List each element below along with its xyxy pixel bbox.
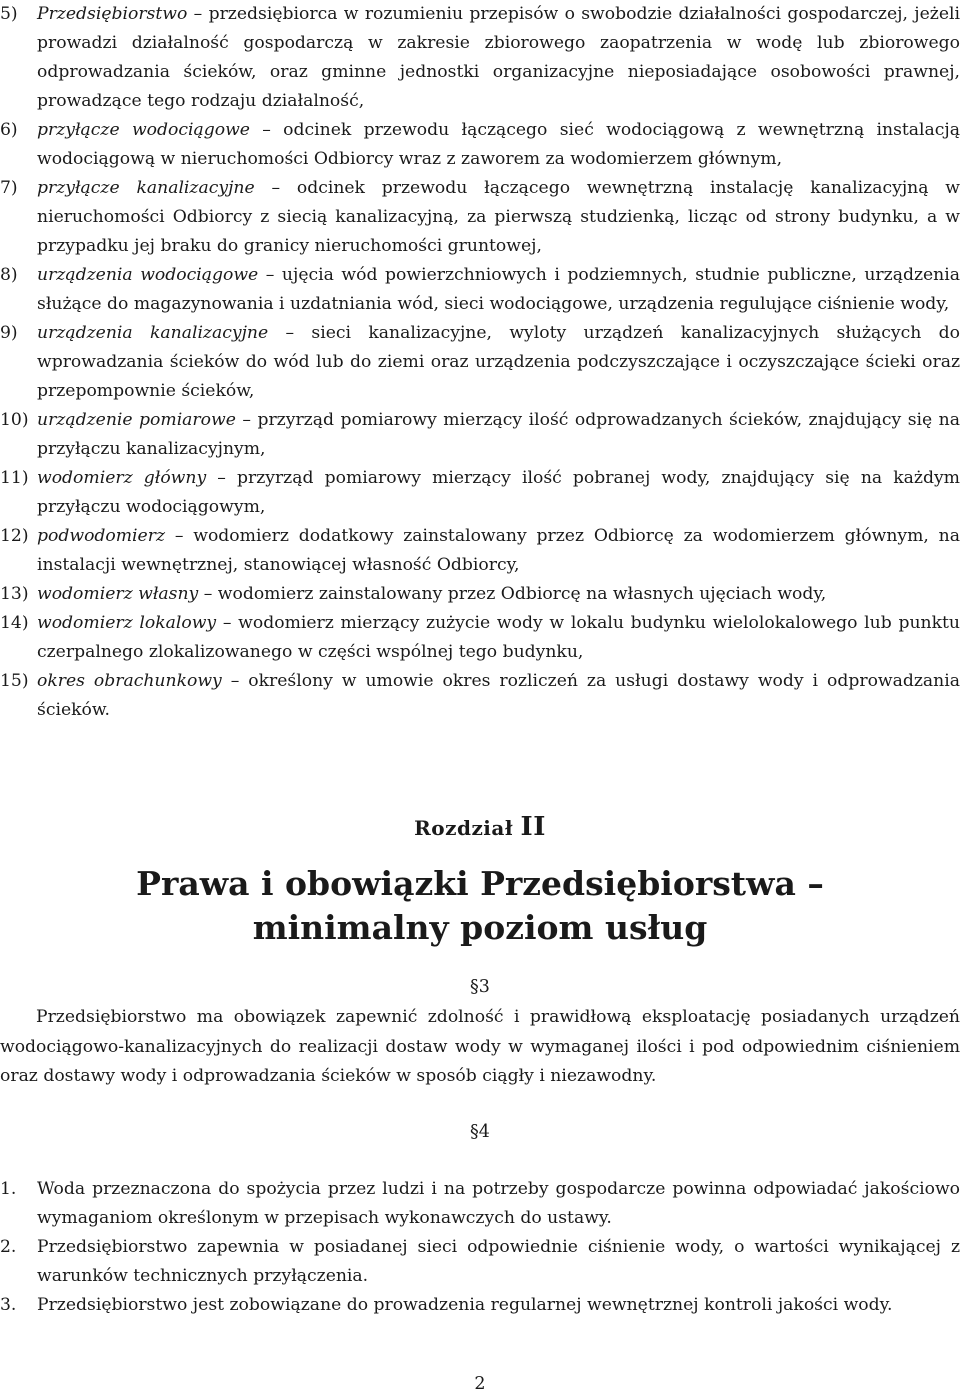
definition-term: okres obrachunkowy [37,671,222,691]
definition-term: Przedsiębiorstwo [37,4,188,24]
definition-text: – przyrząd pomiarowy mierzący ilość odprowadzanych ścieków, znajdujący się na przyłączu kanalizacyjnym, [37,410,960,459]
definition-term: urządzenia kanalizacyjne [37,323,269,343]
list-item [0,1175,960,1233]
definition-text: – odcinek przewodu łączącego sieć wodociągową z wewnętrzną instalacją wodociągową w nieruchomości Odbiorcy wraz z zaworem za wodomierzem głównym, [37,120,960,169]
list-item-number: 1. [0,1179,17,1199]
definition-text: – określony w umowie okres rozliczeń za usługi dostawy wody i odprowadzania ścieków. [37,671,960,720]
list-item-number: 3. [0,1295,17,1315]
definition-number: 7) [0,178,18,198]
definition-term: podwodomierz [37,526,165,546]
definition-number: 5) [0,4,18,24]
definition-number: 11) [0,468,29,488]
section-3-paragraph: Przedsiębiorstwo ma obowiązek zapewnić zdolność i prawidłową eksploatację posiadanych urządzeń wodociągowo-kanalizacyjnych do realizacji dostaw wody w wymaganej ilości i pod odpowiednim ciśnieniem oraz dostawy wody i odprowadzania ścieków w sposób ciągły i niezawodny. [0,1007,960,1086]
definition-item [0,580,960,609]
definition-item [0,116,960,174]
definition-number: 10) [0,410,29,430]
section-sign-3: §3 [470,977,490,997]
definition-term: wodomierz lokalowy [37,613,217,633]
list-item-number: 2. [0,1237,17,1257]
definition-item [0,174,960,261]
definition-term: przyłącze kanalizacyjne [37,178,255,198]
definition-number: 14) [0,613,29,633]
definition-number: 6) [0,120,18,140]
definition-item [0,319,960,406]
definition-number: 9) [0,323,18,343]
definition-item [0,406,960,464]
definition-number: 13) [0,584,29,604]
chapter-title-line-2: minimalny poziom usług [252,908,708,947]
list-item-text: Przedsiębiorstwo jest zobowiązane do prowadzenia regularnej wewnętrznej kontroli jakości wody. [37,1295,893,1315]
definition-number: 15) [0,671,29,691]
definition-item [0,261,960,319]
definition-term: urządzenia wodociągowe [37,265,259,285]
definition-text: – wodomierz zainstalowany przez Odbiorcę na własnych ujęciach wody, [198,584,827,604]
chapter-label: Rozdział [414,816,514,840]
definition-item [0,522,960,580]
definition-text: – wodomierz dodatkowy zainstalowany przez Odbiorcę za wodomierzem głównym, na instalacji wewnętrznej, stanowiącej własność Odbiorcy, [37,526,960,575]
page-number: 2 [474,1374,486,1394]
list-item [0,1291,960,1320]
definition-text: – sieci kanalizacyjne, wyloty urządzeń kanalizacyjnych służących do wprowadzania ścieków do wód lub do ziemi oraz urządzenia podczyszczające i oczyszczające ścieki oraz przepompownie ścieków, [37,323,960,401]
definition-text: – wodomierz mierzący zużycie wody w lokalu budynku wielolokalowego lub punktu czerpalnego zlokalizowanego w części wspólnej tego budynku, [37,613,960,662]
chapter-number: II [520,812,546,842]
definition-term: urządzenie pomiarowe [37,410,236,430]
list-item [0,1233,960,1291]
definition-text: – przyrząd pomiarowy mierzący ilość pobranej wody, znajdujący się na każdym przyłączu wodociągowym, [37,468,960,517]
definition-term: przyłącze wodociągowe [37,120,250,140]
definition-term: wodomierz główny [37,468,207,488]
definition-text: – przedsiębiorca w rozumieniu przepisów o swobodzie działalności gospodarczej, jeżeli prowadzi działalność gospodarczą w zakresie zbiorowego zaopatrzenia w wodę lub zbiorowego odprowadzania ścieków, oraz gminne jednostki organizacyjne nieposiadające osobowości prawnej, prowadzące tego rodzaju działalność, [37,4,960,111]
definition-term: wodomierz własny [37,584,199,604]
list-item-text: Woda przeznaczona do spożycia przez ludzi i na potrzeby gospodarcze powinna odpowiadać jakościowo wymaganiom określonym w przepisach wykonawczych do ustawy. [37,1179,960,1228]
definition-item [0,609,960,667]
list-item-text: Przedsiębiorstwo zapewnia w posiadanej sieci odpowiednie ciśnienie wody, o wartości wynikającej z warunków technicznych przyłączenia. [37,1237,960,1286]
definition-text: – ujęcia wód powierzchniowych i podziemnych, studnie publiczne, urządzenia służące do magazynowania i uzdatniania wód, sieci wodociągowe, urządzenia regulujące ciśnienie wody, [37,265,960,314]
definition-item [0,0,960,116]
chapter-title-line-1: Prawa i obowiązki Przedsiębiorstwa – [136,864,824,903]
definition-number: 12) [0,526,29,546]
section-4-list [0,1175,960,1320]
chapter-heading [0,812,960,842]
section-sign-4: §4 [470,1122,490,1142]
definition-item [0,667,960,725]
definition-number: 8) [0,265,18,285]
definition-text: – odcinek przewodu łączącego wewnętrzną instalację kanalizacyjną w nieruchomości Odbiorcy z siecią kanalizacyjną, za pierwszą studzienką, licząc od strony budynku, a w przypadku jej braku do granicy nieruchomości gruntowej, [37,178,960,256]
definition-item [0,464,960,522]
